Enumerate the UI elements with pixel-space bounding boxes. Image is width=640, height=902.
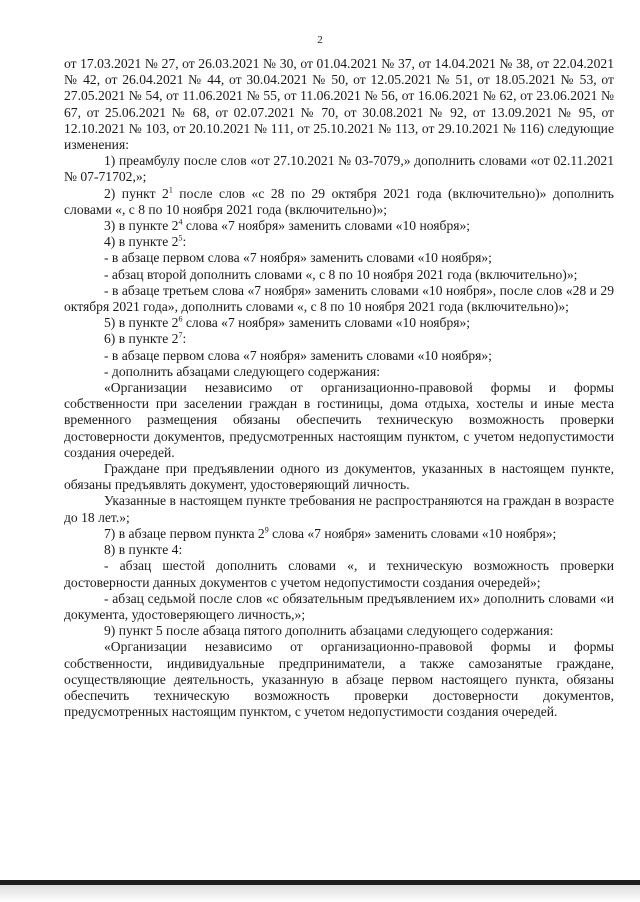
paragraph-text: от 17.03.2021 № 27, от 26.03.2021 № 30, от 01.04.2021 № 37, от 14.04.2021 № 38, от 22.04.2021 № 42, от 26.04.2021 № 44, от 30.04.2021 № 50, от 12.05.2021 № 51, от 18.05.2021 № 53, от 27.05.2021 № 54, от 11.06.2021 № 55, от 11.06.2021 № 56, от 16.06.2021 № 62, от 23.06.2021 № 67, от 25.06.2021 № 68, от 02.07.2021 № 70, от 30.08.2021 № 92, от 13.09.2021 № 95, от 12.10.2021 № 103, от 20.10.2021 № 111, от 25.10.2021 № 113, от 29.10.2021 № 116) следующие изменения: — [64, 56, 614, 153]
paragraph-text: 5) в пункте 2 — [104, 315, 179, 331]
paragraph-text: 7) в абзаце первом пункта 2 — [104, 525, 265, 541]
paragraph — [64, 591, 614, 623]
paragraph-text: слова «7 ноября» заменить словами «10 ноября»; — [268, 525, 557, 541]
paragraph — [64, 493, 614, 525]
paragraph — [64, 331, 614, 347]
document-body — [64, 56, 614, 720]
paragraph — [64, 315, 614, 331]
paragraph-text: - дополнить абзацами следующего содержания: — [104, 363, 381, 379]
superscript: 6 — [178, 314, 183, 324]
paragraph-text: - абзац седьмой после слов «с обязательным предъявлением их» дополнить словами «и документа, удостоверяющего личность,»; — [64, 590, 614, 622]
paragraph-text: 8) в пункте 4: — [104, 542, 183, 558]
paragraph — [64, 56, 614, 153]
paragraph-text: 3) в пункте 2 — [104, 218, 179, 234]
paragraph-text: : — [182, 331, 187, 347]
scan-edge-shadow — [0, 885, 640, 902]
paragraph — [64, 250, 614, 266]
paragraph — [64, 153, 614, 185]
superscript: 5 — [178, 233, 183, 243]
paragraph-text: слова «7 ноября» заменить словами «10 ноября»; — [182, 218, 471, 234]
paragraph-text: - абзац шестой дополнить словами «, и техническую возможность проверки достоверности данных документов с учетом недопустимости создания очередей»; — [64, 558, 614, 590]
paragraph-text: «Организации независимо от организационно-правовой формы и формы собственности при заселении граждан в гостиницы, дома отдыха, хостелы и иные места временного размещения обязаны обеспечить техническую возможность проверки достоверности документов, предусмотренных настоящим пунктом, с учетом недопустимости создания очередей. — [64, 380, 614, 460]
paragraph-text: - в абзаце первом слова «7 ноября» заменить словами «10 ноября»; — [104, 347, 492, 363]
paragraph — [64, 348, 614, 364]
paragraph — [64, 380, 614, 461]
paragraph — [64, 186, 614, 218]
superscript: 1 — [168, 185, 173, 195]
paragraph-text: - в абзаце третьем слова «7 ноября» заменить словами «10 ноября», после слов «28 и 29 октября 2021 года», дополнить словами «, с 8 по 10 ноября 2021 года (включительно)»; — [64, 282, 614, 315]
paragraph — [64, 283, 614, 315]
paragraph-text: - в абзаце первом слова «7 ноября» заменить словами «10 ноября»; — [104, 250, 492, 266]
paragraph-text: 6) в пункте 2 — [104, 331, 179, 347]
paragraph — [64, 526, 614, 542]
paragraph-text: Указанные в настоящем пункте требования не распространяются на граждан в возрасте до 18 лет.»; — [64, 493, 614, 525]
paragraph-text: - абзац второй дополнить словами «, с 8 по 10 ноября 2021 года (включительно)»; — [104, 266, 578, 282]
superscript: 4 — [178, 217, 183, 227]
paragraph-text: 4) в пункте 2 — [104, 234, 179, 250]
paragraph-text: 9) пункт 5 после абзаца пятого дополнить абзацами следующего содержания: — [104, 623, 554, 639]
superscript: 7 — [178, 330, 183, 340]
paragraph-text: : — [182, 234, 187, 250]
paragraph — [64, 461, 614, 493]
paragraph — [64, 218, 614, 234]
paragraph — [64, 623, 614, 639]
superscript: 9 — [264, 525, 269, 535]
paragraph-text: 2) пункт 2 — [104, 185, 169, 201]
paragraph-text: «Организации независимо от организационно-правовой формы и формы собственности, индивидуальные предприниматели, а также самозанятые граждане, осуществляющие деятельность, указанную в абзаце первом настоящего пункта, обязаны обеспечить техническую возможность проверки достоверности документов, предусмотренных настоящим пунктом, с учетом недопустимости создания очередей. — [64, 639, 614, 720]
paragraph-text: 1) преамбулу после слов «от 27.10.2021 № 03-7079,» дополнить словами «от 02.11.2021 № 07-71702,»; — [64, 153, 614, 185]
paragraph-text: после слов «с 28 по 29 октября 2021 года (включительно)» дополнить словами «, с 8 по 10 ноября 2021 года (включительно)»; — [64, 185, 614, 217]
paragraph-text: Граждане при предъявлении одного из документов, указанных в настоящем пункте, обязаны предъявлять документ, удостоверяющий личность. — [64, 461, 614, 493]
paragraph — [64, 558, 614, 590]
paragraph — [64, 234, 614, 250]
paragraph — [64, 267, 614, 283]
paragraph-text: слова «7 ноября» заменить словами «10 ноября»; — [182, 315, 471, 331]
paragraph — [64, 639, 614, 720]
paragraph — [64, 364, 614, 380]
paragraph — [64, 542, 614, 558]
page-number: 2 — [317, 34, 323, 46]
